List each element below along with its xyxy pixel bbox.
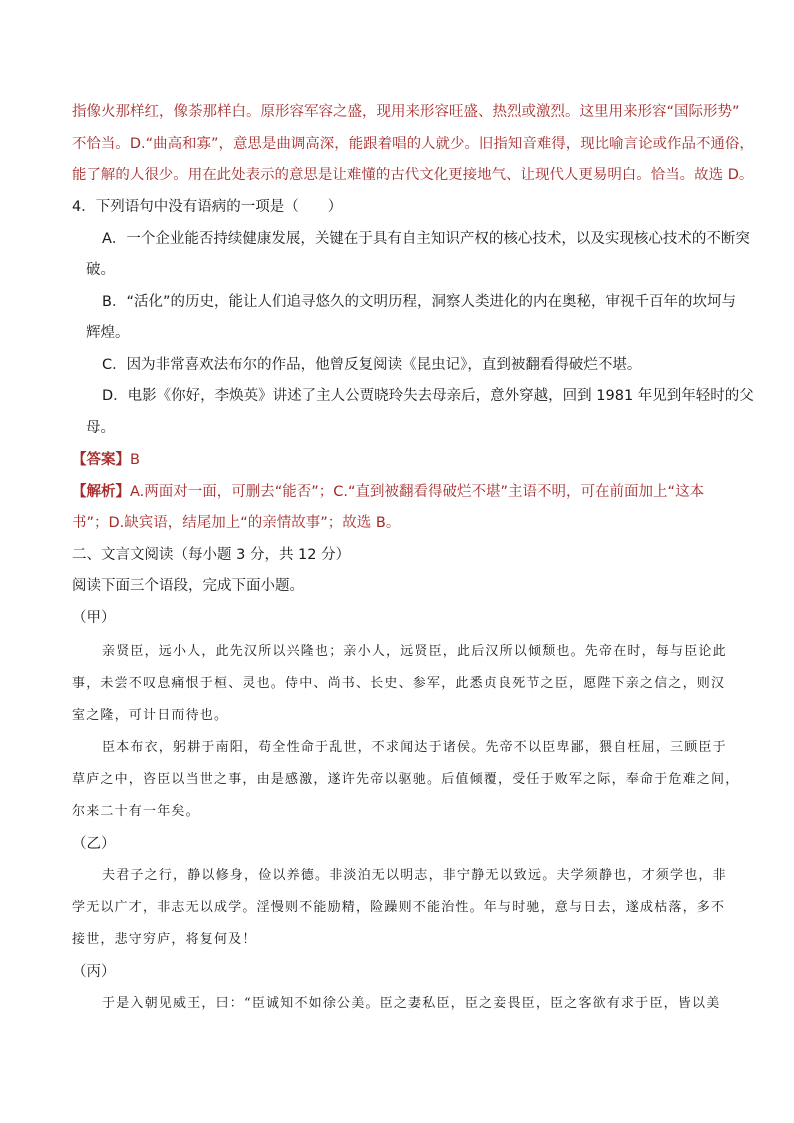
analysis-text-1: A.两面对一面，可删去“能否”；C.“直到被翻看得破烂不堪”主语不明，可在前面加上“这本: [130, 484, 705, 500]
option-d-line-1: D．电影《你好，李焕英》讲述了主人公贾晓玲失去母亲后，意外穿越，回到 1981 年见到年轻时的父: [102, 388, 754, 404]
analysis-line-2: 书”；D.缺宾语，结尾加上“的亲情故事”；故选 B。: [72, 515, 401, 531]
option-a-line-2: 破。: [86, 262, 115, 278]
passage-jia-label: （甲）: [72, 610, 116, 626]
option-b-line-2: 辉煌。: [86, 325, 130, 341]
option-b-line-1: B．“活化”的历史，能让人们追寻悠久的文明历程，洞察人类进化的内在奥秘，审视千百年的坎坷与: [102, 294, 736, 310]
passage-jia-p1-line-1: 亲贤臣，远小人，此先汉所以兴隆也；亲小人，远贤臣，此后汉所以倾颓也。先帝在时，每与臣论此: [102, 644, 727, 659]
explanation-line-3: 能了解的人很少。用在此处表示的意思是让难懂的古代文化更接地气、让现代人更易明白。恰当。故选 D。: [72, 167, 754, 183]
explanation-line-1: 指像火那样红，像荼那样白。原形容军容之盛，现用来形容旺盛、热烈或激烈。这里用来形容“国际形势”: [72, 104, 740, 120]
passage-jia-p1-line-2: 事，未尝不叹息痛恨于桓、灵也。侍中、尚书、长史、参军，此悉贞良死节之臣，愿陛下亲之信之，则汉: [72, 676, 726, 691]
analysis-line-1: [72, 482, 704, 502]
answer-label: 【答案】: [72, 452, 130, 468]
passage-yi-label: （乙）: [72, 836, 116, 852]
answer: [72, 450, 140, 470]
question-4-stem: 4．下列语句中没有语病的一项是（ ）: [72, 199, 343, 215]
section-2-heading: 二、文言文阅读（每小题 3 分，共 12 分）: [72, 547, 351, 563]
passage-jia-p2-line-3: 尔来二十有一年矣。: [72, 804, 200, 819]
passage-yi-line-3: 接世，悲守穷庐，将复何及！: [72, 932, 257, 947]
analysis-label: 【解析】: [72, 484, 130, 500]
option-a-line-1: A．一个企业能否持续健康发展，关键在于具有自主知识产权的核心技术，以及实现核心技术的不断突: [102, 231, 750, 247]
section-2-instruction: 阅读下面三个语段，完成下面小题。: [72, 578, 304, 594]
option-d-line-2: 母。: [86, 420, 115, 436]
passage-jia-p1-line-3: 室之隆，可计日而待也。: [72, 708, 229, 723]
answer-value: B: [130, 452, 140, 468]
option-c: C．因为非常喜欢法布尔的作品，他曾反复阅读《昆虫记》，直到被翻看得破烂不堪。: [102, 357, 642, 373]
passage-yi-line-1: 夫君子之行，静以修身，俭以养德。非淡泊无以明志，非宁静无以致远。夫学须静也，才须学也，非: [102, 868, 727, 883]
passage-jia-p2-line-2: 草庐之中，咨臣以当世之事，由是感激，遂许先帝以驱驰。后值倾覆，受任于败军之际，奉命于危难之间，: [72, 772, 740, 787]
passage-yi-line-2: 学无以广才，非志无以成学。淫慢则不能励精，险躁则不能治性。年与时驰，意与日去，遂成枯落，多不: [72, 900, 726, 915]
passage-bing-label: （丙）: [72, 964, 116, 980]
passage-jia-p2-line-1: 臣本布衣，躬耕于南阳，苟全性命于乱世，不求闻达于诸侯。先帝不以臣卑鄙，猥自枉屈，三顾臣于: [102, 740, 727, 755]
passage-bing-line-1: 于是入朝见威王，曰：“臣诚知不如徐公美。臣之妻私臣，臣之妾畏臣，臣之客欲有求于臣，皆以美: [102, 996, 721, 1011]
explanation-line-2: 不恰当。D.“曲高和寡”，意思是曲调高深，能跟着唱的人就少。旧指知音难得，现比喻言论或作品不通俗，: [72, 136, 754, 152]
